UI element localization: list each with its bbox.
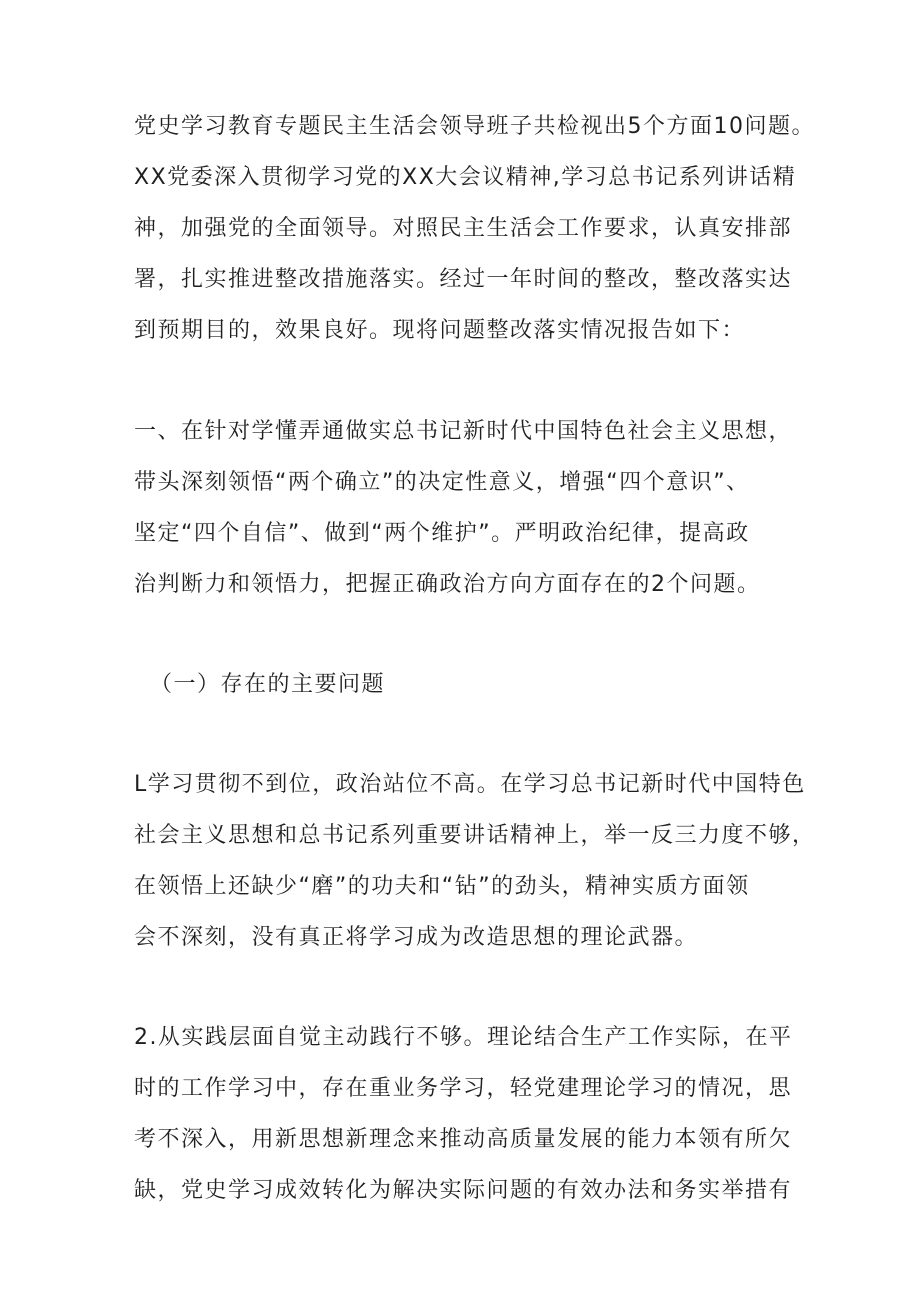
item1-line-4: 会不深刻，没有真正将学习成为改造思想的理论武器。 [134,925,699,950]
section1-line-1: 一、在针对学懂弄通做实总书记新时代中国特色社会主义思想， [134,419,793,444]
section1-line-4: 治判断力和领悟力，把握正确政治方向方面存在的2个问题。 [134,572,761,597]
intro-line-5: 到预期目的，效果良好。现将问题整改落实情况报告如下： [134,318,746,343]
item1-line-2: 社会主义思想和总书记系列重要讲话精神上，举一反三力度不够， [134,823,816,848]
item2-line-1: 2.从实践层面自觉主动践行不够。理论结合生产工作实际，在平 [134,1025,793,1050]
section1-line-3: 坚定“四个自信”、做到“两个维护”。严明政治纪律，提高政 [134,521,750,546]
intro-line-2: XX党委深入贯彻学习党的XX大会议精神,学习总书记系列讲话精 [134,165,797,190]
item2-line-3: 考不深入，用新思想新理念来推动高质量发展的能力本领有所欠 [134,1127,793,1152]
item2-line-2: 时的工作学习中，存在重业务学习，轻党建理论学习的情况，思 [134,1076,793,1101]
item1-line-3: 在领悟上还缺少“磨”的功夫和“钻”的劲头，精神实质方面领 [134,874,750,899]
intro-line-4: 署，扎实推进整改措施落实。经过一年时间的整改，整改落实达 [134,267,793,292]
item1-line-1: L学习贯彻不到位，政治站位不高。在学习总书记新时代中国特色 [134,772,806,797]
subheading: （一）存在的主要问题 [150,672,386,697]
item2-line-4: 缺，党史学习成效转化为解决实际问题的有效办法和务实举措有 [134,1178,793,1203]
intro-line-1: 党史学习教育专题民主生活会领导班子共检视出5个方面10问题。 [134,114,815,139]
intro-line-3: 神，加强党的全面领导。对照民主生活会工作要求，认真安排部 [134,216,793,241]
section1-line-2: 带头深刻领悟“两个确立”的决定性意义，增强“四个意识”、 [134,470,750,495]
